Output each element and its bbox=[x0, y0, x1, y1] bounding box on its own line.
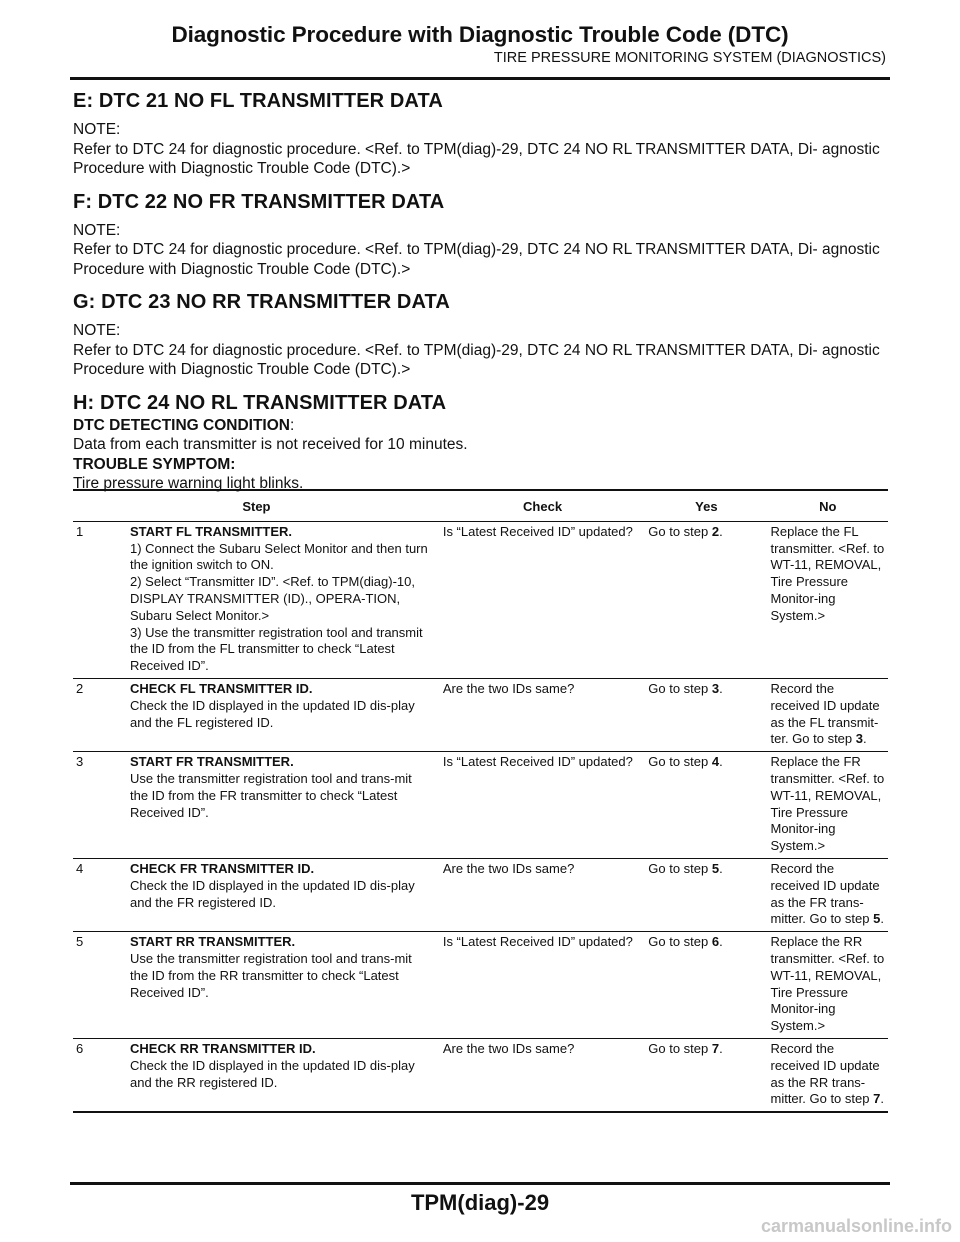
no-cell bbox=[767, 678, 888, 751]
step-title: START FR TRANSMITTER. bbox=[130, 754, 294, 770]
section-heading: F: DTC 22 NO FR TRANSMITTER DATA bbox=[73, 190, 445, 213]
section-heading: H: DTC 24 NO RL TRANSMITTER DATA bbox=[73, 391, 447, 414]
header-no: No bbox=[767, 490, 888, 521]
table-row bbox=[73, 1038, 888, 1112]
yes-text: Go to step bbox=[648, 1040, 712, 1056]
step-body bbox=[130, 934, 430, 1001]
page-header bbox=[70, 22, 890, 66]
no-text: Record the received ID update as the FL transmit-ter. Go to step bbox=[770, 680, 880, 747]
note-text: Refer to DTC 24 for diagnostic procedure. <Ref. to TPM(diag)-29, DTC 24 NO RL TRANSMITTER DATA, Di- agnostic Procedure with Diagnostic Trouble Code (DTC).> bbox=[73, 140, 880, 177]
no-step-link: 7 bbox=[873, 1091, 881, 1107]
yes-text: Go to step bbox=[648, 754, 712, 770]
table-row bbox=[73, 678, 888, 751]
yes-suffix: . bbox=[719, 1040, 723, 1056]
header-divider bbox=[70, 77, 890, 80]
yes-suffix: . bbox=[719, 523, 723, 539]
yes-suffix: . bbox=[719, 860, 723, 876]
step-body bbox=[130, 524, 430, 675]
yes-suffix: . bbox=[719, 754, 723, 770]
step-title: START RR TRANSMITTER. bbox=[130, 934, 296, 950]
yes-text: Go to step bbox=[648, 680, 712, 696]
table-row bbox=[73, 752, 888, 859]
no-cell bbox=[767, 752, 888, 859]
step-instruction: Check the ID displayed in the updated ID dis-play and the FL registered ID. bbox=[130, 697, 415, 730]
check-cell: Are the two IDs same? bbox=[440, 678, 645, 751]
section-heading: E: DTC 21 NO FL TRANSMITTER DATA bbox=[73, 90, 443, 112]
note-label: NOTE: bbox=[73, 221, 121, 239]
check-cell: Is “Latest Received ID” updated? bbox=[440, 521, 645, 678]
symptom-text: Tire pressure warning light blinks. bbox=[73, 475, 304, 492]
note-text: Refer to DTC 24 for diagnostic procedure. <Ref. to TPM(diag)-29, DTC 24 NO RL TRANSMITTER DATA, Di- agnostic Procedure with Diagnostic Trouble Code (DTC).> bbox=[73, 341, 880, 378]
step-number: 3 bbox=[76, 754, 84, 770]
note-label: NOTE: bbox=[73, 121, 121, 138]
section-heading: G: DTC 23 NO RR TRANSMITTER DATA bbox=[73, 291, 450, 313]
no-cell bbox=[767, 521, 888, 678]
step-body bbox=[130, 681, 430, 731]
diagnostic-table bbox=[73, 489, 888, 1113]
no-text: Record the received ID update as the RR trans-mitter. Go to step bbox=[770, 1040, 880, 1107]
step-number: 4 bbox=[76, 860, 84, 876]
step-body bbox=[130, 861, 430, 911]
check-cell: Are the two IDs same? bbox=[440, 858, 645, 931]
condition-colon: : bbox=[290, 416, 295, 434]
step-title: CHECK RR TRANSMITTER ID. bbox=[130, 1040, 316, 1056]
document-body bbox=[73, 88, 887, 504]
step-number: 2 bbox=[76, 680, 84, 696]
no-cell bbox=[767, 932, 888, 1039]
yes-cell bbox=[645, 678, 767, 751]
yes-cell bbox=[645, 521, 767, 678]
header-check: Check bbox=[440, 490, 645, 521]
no-step-link: 3 bbox=[855, 731, 863, 747]
step-cell bbox=[73, 932, 440, 1039]
step-cell bbox=[73, 1038, 440, 1112]
no-cell bbox=[767, 1038, 888, 1112]
step-number: 6 bbox=[76, 1040, 84, 1056]
yes-suffix: . bbox=[719, 680, 723, 696]
step-instruction: 3) Use the transmitter registration tool and transmit the ID from the FL transmitter to check “Latest Received ID”. bbox=[130, 624, 423, 674]
step-cell bbox=[73, 521, 440, 678]
no-step-link: 5 bbox=[873, 911, 881, 927]
condition-label: DTC DETECTING CONDITION bbox=[73, 416, 290, 434]
no-suffix: . bbox=[863, 731, 867, 747]
condition-text: Data from each transmitter is not received for 10 minutes. bbox=[73, 436, 468, 453]
watermark: carmanualsonline.info bbox=[760, 1216, 952, 1236]
header-yes: Yes bbox=[645, 490, 767, 521]
page-number: TPM(diag)-29 bbox=[410, 1190, 550, 1215]
step-title: CHECK FL TRANSMITTER ID. bbox=[130, 680, 313, 696]
section-g bbox=[73, 289, 887, 380]
symptom-label: TROUBLE SYMPTOM: bbox=[73, 455, 236, 473]
step-number: 5 bbox=[76, 934, 84, 950]
step-instruction: 2) Select “Transmitter ID”. <Ref. to TPM(diag)-10, DISPLAY TRANSMITTER (ID)., OPERA-TION, Subaru Select Monitor.> bbox=[130, 574, 415, 623]
yes-text: Go to step bbox=[648, 934, 712, 950]
step-instruction: Check the ID displayed in the updated ID dis-play and the FR registered ID. bbox=[130, 877, 415, 910]
table-body bbox=[73, 521, 888, 1112]
yes-cell bbox=[645, 858, 767, 931]
yes-step-link: 4 bbox=[711, 754, 720, 770]
check-cell: Are the two IDs same? bbox=[442, 1040, 575, 1056]
step-cell bbox=[73, 678, 440, 751]
condition-line bbox=[73, 416, 887, 436]
yes-step-link: 5 bbox=[711, 860, 720, 876]
yes-step-link: 2 bbox=[711, 523, 720, 539]
table-header-row bbox=[73, 490, 888, 521]
yes-step-link: 7 bbox=[711, 1040, 720, 1056]
no-text: Replace the RR transmitter. <Ref. to WT-11, REMOVAL, Tire Pressure Monitor-ing System.> bbox=[770, 934, 885, 1034]
page-title: Diagnostic Procedure with Diagnostic Trouble Code (DTC) bbox=[171, 22, 789, 47]
no-text: Record the received ID update as the FR trans-mitter. Go to step bbox=[770, 860, 880, 927]
section-h bbox=[73, 390, 887, 494]
step-body bbox=[130, 754, 430, 821]
table-row bbox=[73, 858, 888, 931]
step-instruction: Use the transmitter registration tool and trans-mit the ID from the RR transmitter to check “Latest Received ID”. bbox=[130, 950, 412, 1000]
step-cell bbox=[73, 752, 440, 859]
yes-cell bbox=[645, 752, 767, 859]
table-row bbox=[73, 521, 888, 678]
note-text: Refer to DTC 24 for diagnostic procedure. <Ref. to TPM(diag)-29, DTC 24 NO RL TRANSMITTER DATA, Di- agnostic Procedure with Diagnostic Trouble Code (DTC).> bbox=[73, 241, 880, 278]
step-cell bbox=[73, 858, 440, 931]
no-text: Replace the FR transmitter. <Ref. to WT-11, REMOVAL, Tire Pressure Monitor-ing System.> bbox=[770, 754, 885, 854]
table-row bbox=[73, 932, 888, 1039]
section-f bbox=[73, 189, 887, 280]
step-body bbox=[130, 1041, 430, 1091]
check-cell: Is “Latest Received ID” updated? bbox=[440, 752, 645, 859]
step-title: CHECK FR TRANSMITTER ID. bbox=[130, 860, 315, 876]
yes-text: Go to step bbox=[648, 523, 712, 539]
step-instruction: 1) Connect the Subaru Select Monitor and then turn the ignition switch to ON. bbox=[130, 540, 428, 573]
step-instruction: Check the ID displayed in the updated ID dis-play and the RR registered ID. bbox=[130, 1057, 415, 1090]
footer-divider bbox=[70, 1182, 890, 1185]
section-e bbox=[73, 88, 887, 179]
step-number: 1 bbox=[76, 523, 84, 539]
note-label: NOTE: bbox=[73, 322, 121, 339]
yes-step-link: 3 bbox=[711, 680, 720, 696]
no-suffix: . bbox=[880, 1091, 884, 1107]
no-cell bbox=[767, 858, 888, 931]
step-instruction: Use the transmitter registration tool and trans-mit the ID from the FR transmitter to check “Latest Received ID”. bbox=[130, 770, 412, 820]
yes-text: Go to step bbox=[648, 860, 712, 876]
check-cell: Is “Latest Received ID” updated? bbox=[440, 932, 645, 1039]
step-title: START FL TRANSMITTER. bbox=[130, 523, 293, 539]
yes-step-link: 6 bbox=[711, 934, 720, 950]
no-suffix: . bbox=[880, 911, 884, 927]
header-step: Step bbox=[73, 490, 440, 521]
page-subtitle: TIRE PRESSURE MONITORING SYSTEM (DIAGNOSTICS) bbox=[493, 50, 886, 66]
no-text: Replace the FL transmitter. <Ref. to WT-11, REMOVAL, Tire Pressure Monitor-ing System.> bbox=[770, 523, 885, 623]
yes-cell bbox=[645, 932, 767, 1039]
yes-cell bbox=[645, 1038, 767, 1112]
yes-suffix: . bbox=[719, 934, 723, 950]
